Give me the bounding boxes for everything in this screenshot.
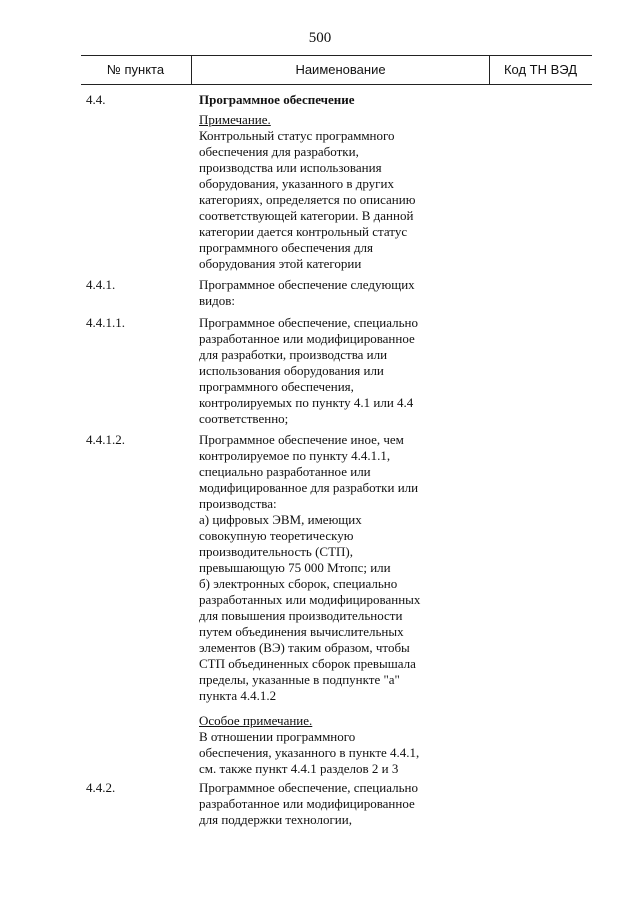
text-line: оборудования этой категории — [199, 256, 362, 271]
item-number: 4.4.1.1. — [86, 315, 125, 330]
item-number: 4.4. — [86, 92, 106, 107]
text-line: контролируемое по пункту 4.4.1.1, — [199, 448, 391, 463]
text-line: путем объединения вычислительных — [199, 624, 404, 639]
text-line: для разработки, производства или — [199, 347, 388, 362]
special-note-label: Особое примечание. — [199, 713, 313, 728]
note-label: Примечание. — [199, 112, 271, 127]
text-line: превышающую 75 000 Мтопс; или — [199, 560, 391, 575]
text-line: Программное обеспечение следующих — [199, 277, 415, 292]
text-line: производства или использования — [199, 160, 382, 175]
text-line: Программное обеспечение, специально — [199, 780, 418, 795]
text-line: пункта 4.4.1.2 — [199, 688, 277, 703]
text-line: см. также пункт 4.4.1 разделов 2 и 3 — [199, 761, 399, 776]
text-line: модифицированное для разработки или — [199, 480, 419, 495]
column-header-code: Код ТН ВЭД — [503, 62, 578, 77]
page-number: 500 — [308, 30, 332, 46]
text-line: производительность (СТП), — [199, 544, 353, 559]
text-line: разработанное или модифицированное — [199, 796, 415, 811]
section-title: Программное обеспечение — [199, 92, 355, 107]
text-line: программного обеспечения для — [199, 240, 373, 255]
column-header-name: Наименование — [191, 56, 490, 84]
text-line: обеспечения для разработки, — [199, 144, 359, 159]
text-line: соответственно; — [199, 411, 289, 426]
text-line: СТП объединенных сборок превышала — [199, 656, 416, 671]
item-description — [199, 92, 449, 272]
text-line: а) цифровых ЭВМ, имеющих — [199, 512, 362, 527]
text-line: Контрольный статус программного — [199, 128, 395, 143]
text-line: оборудования, указанного в других — [199, 176, 394, 191]
text-line: Программное обеспечение иное, чем — [199, 432, 404, 447]
text-line: категориях, определяется по описанию — [199, 192, 416, 207]
item-number: 4.4.1. — [86, 277, 116, 292]
text-line: Программное обеспечение, специально — [199, 315, 418, 330]
text-line: категории дается контрольный статус — [199, 224, 408, 239]
text-line: для поддержки технологии, — [199, 812, 352, 827]
item-number: 4.4.1.2. — [86, 432, 125, 447]
item-description — [199, 277, 449, 309]
text-line: программного обеспечения, — [199, 379, 354, 394]
text-line: специально разработанное или — [199, 464, 371, 479]
column-header-number: № пункта — [106, 62, 165, 77]
item-description — [199, 432, 449, 777]
table-header — [81, 55, 592, 85]
text-line: для повышения производительности — [199, 608, 403, 623]
text-line: разработанное или модифицированное — [199, 331, 415, 346]
text-line: использования оборудования или — [199, 363, 384, 378]
item-number: 4.4.2. — [86, 780, 116, 795]
text-line: производства: — [199, 496, 277, 511]
text-line: соответствующей категории. В данной — [199, 208, 414, 223]
text-line: б) электронных сборок, специально — [199, 576, 398, 591]
text-line: видов: — [199, 293, 235, 308]
text-line: В отношении программного — [199, 729, 356, 744]
item-description — [199, 315, 449, 427]
item-description — [199, 780, 449, 828]
text-line: пределы, указанные в подпункте "а" — [199, 672, 400, 687]
text-line: контролируемых по пункту 4.1 или 4.4 — [199, 395, 414, 410]
text-line: обеспечения, указанного в пункте 4.4.1, — [199, 745, 420, 760]
text-line: разработанных или модифицированных — [199, 592, 421, 607]
text-line: совокупную теоретическую — [199, 528, 354, 543]
text-line: элементов (ВЭ) таким образом, чтобы — [199, 640, 410, 655]
